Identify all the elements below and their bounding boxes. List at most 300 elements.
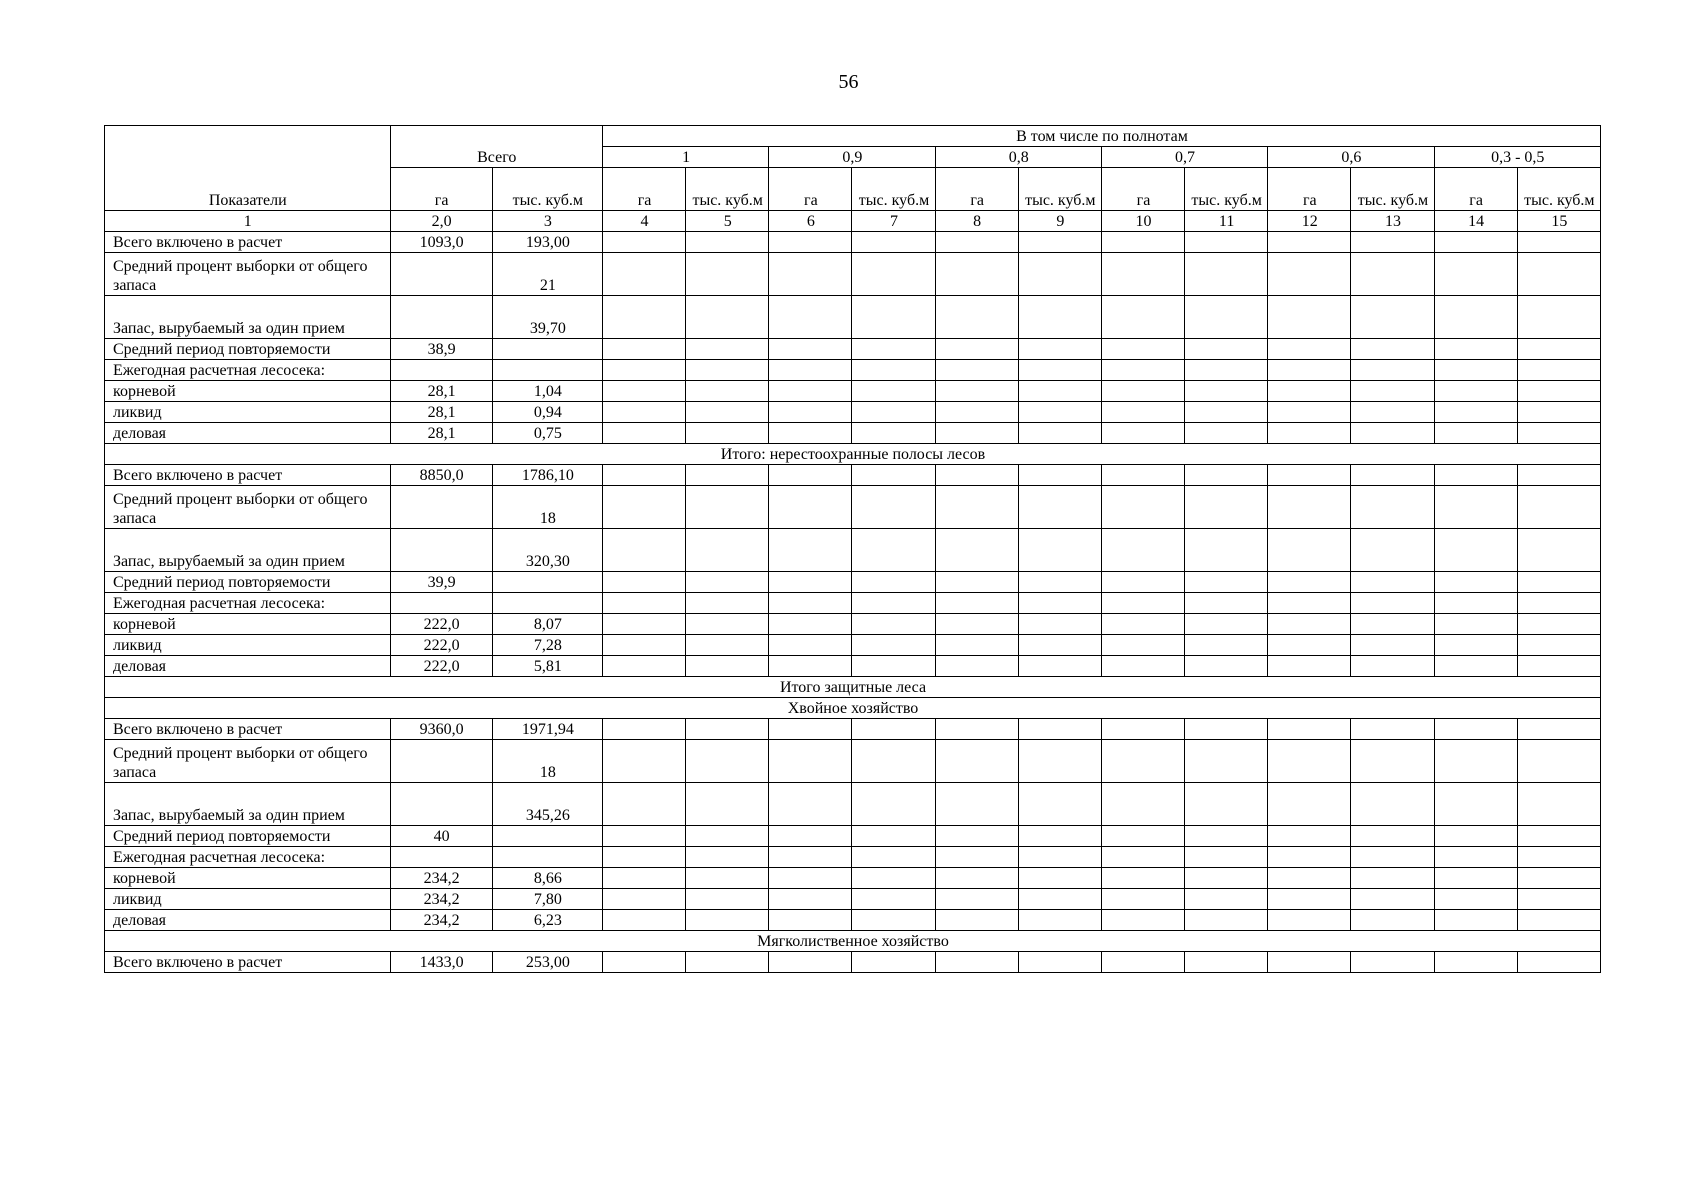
value-polnota-cell <box>686 910 769 931</box>
value-polnota-cell <box>1517 719 1600 740</box>
value-polnota-cell <box>1185 486 1268 529</box>
header-unit-vol: тыс. куб.м <box>1185 168 1268 211</box>
table-row <box>105 296 1601 339</box>
value-total-vol: 21 <box>492 253 602 296</box>
value-polnota-cell <box>1018 339 1101 360</box>
header-column-number: 5 <box>686 211 769 232</box>
value-polnota-cell <box>1517 381 1600 402</box>
header-polnota-class: 0,8 <box>935 147 1101 168</box>
value-polnota-cell <box>1268 889 1351 910</box>
value-polnota-cell <box>1018 740 1101 783</box>
value-polnota-cell <box>686 656 769 677</box>
row-label: корневой <box>105 868 391 889</box>
value-polnota-cell <box>1185 783 1268 826</box>
value-polnota-cell <box>1101 402 1184 423</box>
value-polnota-cell <box>1351 529 1434 572</box>
value-polnota-cell <box>852 719 935 740</box>
value-polnota-cell <box>1351 486 1434 529</box>
value-polnota-cell <box>769 402 852 423</box>
value-polnota-cell <box>686 232 769 253</box>
value-polnota-cell <box>1351 360 1434 381</box>
header-unit-ha: га <box>1101 168 1184 211</box>
value-polnota-cell <box>1268 402 1351 423</box>
value-polnota-cell <box>1434 847 1517 868</box>
value-total-ha: 28,1 <box>390 381 492 402</box>
value-polnota-cell <box>1101 783 1184 826</box>
value-polnota-cell <box>1351 465 1434 486</box>
row-label: Ежегодная расчетная лесосека: <box>105 593 391 614</box>
row-label: ликвид <box>105 635 391 656</box>
value-polnota-cell <box>686 889 769 910</box>
header-unit-vol: тыс. куб.м <box>852 168 935 211</box>
value-polnota-cell <box>1434 783 1517 826</box>
value-polnota-cell <box>1434 868 1517 889</box>
value-total-vol: 5,81 <box>492 656 602 677</box>
value-polnota-cell <box>1268 826 1351 847</box>
value-polnota-cell <box>1268 465 1351 486</box>
value-polnota-cell <box>1351 381 1434 402</box>
row-label: Всего включено в расчет <box>105 465 391 486</box>
row-label: Средний процент выборки от общего запаса <box>105 253 391 296</box>
section-title: Хвойное хозяйство <box>105 698 1601 719</box>
value-total-ha: 28,1 <box>390 402 492 423</box>
value-polnota-cell <box>1101 232 1184 253</box>
header-unit-vol: тыс. куб.м <box>492 168 602 211</box>
value-polnota-cell <box>1018 826 1101 847</box>
value-total-ha: 28,1 <box>390 423 492 444</box>
value-polnota-cell <box>769 910 852 931</box>
value-total-vol: 193,00 <box>492 232 602 253</box>
value-polnota-cell <box>1434 910 1517 931</box>
header-unit-ha: га <box>935 168 1018 211</box>
value-polnota-cell <box>1185 423 1268 444</box>
value-polnota-cell <box>935 635 1018 656</box>
value-polnota-cell <box>769 593 852 614</box>
value-polnota-cell <box>602 635 685 656</box>
section-row <box>105 698 1601 719</box>
table-row <box>105 868 1601 889</box>
value-polnota-cell <box>602 572 685 593</box>
value-polnota-cell <box>935 529 1018 572</box>
value-polnota-cell <box>769 783 852 826</box>
value-polnota-cell <box>769 889 852 910</box>
value-total-ha <box>390 529 492 572</box>
value-polnota-cell <box>1517 952 1600 973</box>
value-polnota-cell <box>769 656 852 677</box>
value-polnota-cell <box>1018 783 1101 826</box>
value-polnota-cell <box>1101 296 1184 339</box>
value-polnota-cell <box>602 656 685 677</box>
value-polnota-cell <box>1517 232 1600 253</box>
value-polnota-cell <box>1268 847 1351 868</box>
value-polnota-cell <box>1351 296 1434 339</box>
table-row <box>105 952 1601 973</box>
value-polnota-cell <box>935 656 1018 677</box>
header-unit-vol: тыс. куб.м <box>686 168 769 211</box>
value-total-vol <box>492 572 602 593</box>
value-polnota-cell <box>1517 868 1600 889</box>
value-polnota-cell <box>1185 868 1268 889</box>
value-total-vol: 8,07 <box>492 614 602 635</box>
value-polnota-cell <box>769 465 852 486</box>
value-polnota-cell <box>602 593 685 614</box>
value-polnota-cell <box>769 253 852 296</box>
value-polnota-cell <box>852 402 935 423</box>
value-polnota-cell <box>1185 889 1268 910</box>
value-polnota-cell <box>935 889 1018 910</box>
value-polnota-cell <box>769 381 852 402</box>
value-polnota-cell <box>686 465 769 486</box>
value-polnota-cell <box>852 889 935 910</box>
value-polnota-cell <box>602 465 685 486</box>
value-polnota-cell <box>686 529 769 572</box>
value-polnota-cell <box>1517 572 1600 593</box>
value-polnota-cell <box>686 719 769 740</box>
header-column-number: 10 <box>1101 211 1184 232</box>
value-polnota-cell <box>686 783 769 826</box>
value-polnota-cell <box>602 910 685 931</box>
value-total-ha <box>390 360 492 381</box>
value-polnota-cell <box>1185 253 1268 296</box>
value-total-ha: 234,2 <box>390 910 492 931</box>
value-polnota-cell <box>1434 529 1517 572</box>
value-polnota-cell <box>602 952 685 973</box>
value-polnota-cell <box>1434 339 1517 360</box>
value-total-ha <box>390 593 492 614</box>
value-polnota-cell <box>769 360 852 381</box>
value-polnota-cell <box>1101 572 1184 593</box>
value-total-vol: 0,75 <box>492 423 602 444</box>
table-row <box>105 740 1601 783</box>
value-polnota-cell <box>852 614 935 635</box>
value-polnota-cell <box>935 402 1018 423</box>
value-polnota-cell <box>935 847 1018 868</box>
value-polnota-cell <box>686 486 769 529</box>
header-column-number: 15 <box>1517 211 1600 232</box>
value-polnota-cell <box>602 783 685 826</box>
header-column-number: 13 <box>1351 211 1434 232</box>
table-row <box>105 381 1601 402</box>
value-polnota-cell <box>1351 593 1434 614</box>
table-row <box>105 423 1601 444</box>
value-polnota-cell <box>1517 486 1600 529</box>
value-polnota-cell <box>1185 381 1268 402</box>
value-total-vol: 39,70 <box>492 296 602 339</box>
value-polnota-cell <box>1434 232 1517 253</box>
value-polnota-cell <box>852 232 935 253</box>
value-polnota-cell <box>1185 339 1268 360</box>
value-polnota-cell <box>1101 465 1184 486</box>
value-total-vol: 8,66 <box>492 868 602 889</box>
forest-calculation-table <box>104 125 1601 973</box>
value-polnota-cell <box>1351 614 1434 635</box>
table-row <box>105 529 1601 572</box>
value-polnota-cell <box>1434 381 1517 402</box>
value-total-ha <box>390 740 492 783</box>
value-polnota-cell <box>1351 826 1434 847</box>
value-polnota-cell <box>1351 635 1434 656</box>
header-polnota-group: В том числе по полнотам <box>602 126 1600 147</box>
header-unit-vol: тыс. куб.м <box>1018 168 1101 211</box>
row-label: Запас, вырубаемый за один прием <box>105 296 391 339</box>
value-polnota-cell <box>1018 402 1101 423</box>
row-label: деловая <box>105 423 391 444</box>
value-polnota-cell <box>686 614 769 635</box>
value-polnota-cell <box>1434 423 1517 444</box>
value-total-vol: 1,04 <box>492 381 602 402</box>
section-title: Итого: нерестоохранные полосы лесов <box>105 444 1601 465</box>
value-polnota-cell <box>686 253 769 296</box>
value-polnota-cell <box>1268 614 1351 635</box>
value-polnota-cell <box>1185 529 1268 572</box>
header-column-number: 6 <box>769 211 852 232</box>
value-polnota-cell <box>1018 847 1101 868</box>
table-row <box>105 360 1601 381</box>
value-polnota-cell <box>1517 296 1600 339</box>
value-total-vol: 18 <box>492 740 602 783</box>
value-total-ha: 222,0 <box>390 614 492 635</box>
header-column-number: 12 <box>1268 211 1351 232</box>
table-row <box>105 635 1601 656</box>
value-polnota-cell <box>769 486 852 529</box>
value-polnota-cell <box>686 635 769 656</box>
value-polnota-cell <box>852 253 935 296</box>
value-polnota-cell <box>1185 910 1268 931</box>
value-polnota-cell <box>1185 614 1268 635</box>
row-label: деловая <box>105 910 391 931</box>
value-polnota-cell <box>1351 656 1434 677</box>
value-polnota-cell <box>1185 719 1268 740</box>
value-polnota-cell <box>935 360 1018 381</box>
header-unit-vol: тыс. куб.м <box>1351 168 1434 211</box>
value-polnota-cell <box>935 593 1018 614</box>
value-polnota-cell <box>1018 572 1101 593</box>
value-polnota-cell <box>1517 783 1600 826</box>
table-row <box>105 253 1601 296</box>
value-polnota-cell <box>1101 847 1184 868</box>
value-polnota-cell <box>769 952 852 973</box>
value-total-ha: 39,9 <box>390 572 492 593</box>
header-polnota-class: 0,7 <box>1101 147 1267 168</box>
value-polnota-cell <box>1351 402 1434 423</box>
value-total-ha <box>390 783 492 826</box>
value-polnota-cell <box>1185 847 1268 868</box>
value-polnota-cell <box>1434 296 1517 339</box>
value-polnota-cell <box>1517 465 1600 486</box>
value-polnota-cell <box>1018 635 1101 656</box>
value-total-ha <box>390 486 492 529</box>
row-label: Средний процент выборки от общего запаса <box>105 486 391 529</box>
header-polnota-class: 1 <box>602 147 768 168</box>
value-polnota-cell <box>602 740 685 783</box>
value-polnota-cell <box>1351 740 1434 783</box>
value-polnota-cell <box>852 952 935 973</box>
value-polnota-cell <box>1101 339 1184 360</box>
value-polnota-cell <box>935 740 1018 783</box>
value-polnota-cell <box>1434 572 1517 593</box>
value-polnota-cell <box>1018 423 1101 444</box>
row-label: Запас, вырубаемый за один прием <box>105 783 391 826</box>
value-polnota-cell <box>852 339 935 360</box>
value-polnota-cell <box>1434 952 1517 973</box>
value-polnota-cell <box>1351 868 1434 889</box>
value-polnota-cell <box>1517 656 1600 677</box>
value-polnota-cell <box>935 296 1018 339</box>
table-row <box>105 572 1601 593</box>
value-polnota-cell <box>1517 847 1600 868</box>
value-polnota-cell <box>935 572 1018 593</box>
value-polnota-cell <box>1517 889 1600 910</box>
value-total-vol: 345,26 <box>492 783 602 826</box>
value-polnota-cell <box>686 423 769 444</box>
table-row <box>105 847 1601 868</box>
value-polnota-cell <box>1185 656 1268 677</box>
value-polnota-cell <box>1185 360 1268 381</box>
value-polnota-cell <box>686 402 769 423</box>
value-polnota-cell <box>935 381 1018 402</box>
value-polnota-cell <box>1018 614 1101 635</box>
value-polnota-cell <box>1018 910 1101 931</box>
value-polnota-cell <box>686 296 769 339</box>
section-row <box>105 444 1601 465</box>
value-polnota-cell <box>1268 635 1351 656</box>
value-total-ha: 40 <box>390 826 492 847</box>
value-polnota-cell <box>1018 253 1101 296</box>
value-polnota-cell <box>769 868 852 889</box>
value-polnota-cell <box>1351 952 1434 973</box>
row-label: Средний период повторяемости <box>105 826 391 847</box>
header-column-number: 9 <box>1018 211 1101 232</box>
value-polnota-cell <box>1018 360 1101 381</box>
row-label: Всего включено в расчет <box>105 719 391 740</box>
value-polnota-cell <box>852 635 935 656</box>
value-polnota-cell <box>1517 826 1600 847</box>
value-total-vol <box>492 339 602 360</box>
value-polnota-cell <box>769 529 852 572</box>
value-total-vol <box>492 360 602 381</box>
value-polnota-cell <box>1434 486 1517 529</box>
value-polnota-cell <box>602 381 685 402</box>
table-row <box>105 465 1601 486</box>
value-polnota-cell <box>602 253 685 296</box>
value-polnota-cell <box>935 719 1018 740</box>
value-polnota-cell <box>1434 826 1517 847</box>
value-polnota-cell <box>1101 952 1184 973</box>
value-polnota-cell <box>1185 572 1268 593</box>
value-polnota-cell <box>1517 529 1600 572</box>
header-column-number: 2,0 <box>390 211 492 232</box>
table-row <box>105 486 1601 529</box>
value-polnota-cell <box>1434 889 1517 910</box>
value-total-ha: 9360,0 <box>390 719 492 740</box>
value-total-ha: 234,2 <box>390 868 492 889</box>
value-polnota-cell <box>1101 360 1184 381</box>
value-polnota-cell <box>1101 593 1184 614</box>
value-polnota-cell <box>1101 889 1184 910</box>
value-polnota-cell <box>1268 381 1351 402</box>
value-polnota-cell <box>1351 719 1434 740</box>
value-polnota-cell <box>1351 253 1434 296</box>
value-polnota-cell <box>769 826 852 847</box>
value-polnota-cell <box>852 529 935 572</box>
value-polnota-cell <box>1268 339 1351 360</box>
value-polnota-cell <box>1268 952 1351 973</box>
page-number: 56 <box>838 71 859 93</box>
value-polnota-cell <box>1018 529 1101 572</box>
section-title: Мягколиственное хозяйство <box>105 931 1601 952</box>
value-polnota-cell <box>1434 719 1517 740</box>
value-polnota-cell <box>1351 232 1434 253</box>
header-polnota-class: 0,9 <box>769 147 935 168</box>
value-polnota-cell <box>1268 868 1351 889</box>
value-polnota-cell <box>1434 360 1517 381</box>
row-label: деловая <box>105 656 391 677</box>
value-polnota-cell <box>1268 719 1351 740</box>
section-title: Итого защитные леса <box>105 677 1601 698</box>
value-polnota-cell <box>1268 232 1351 253</box>
value-polnota-cell <box>935 614 1018 635</box>
value-polnota-cell <box>1101 381 1184 402</box>
value-polnota-cell <box>1268 253 1351 296</box>
header-column-number: 11 <box>1185 211 1268 232</box>
value-polnota-cell <box>686 360 769 381</box>
value-polnota-cell <box>686 952 769 973</box>
value-polnota-cell <box>1185 593 1268 614</box>
value-total-ha: 8850,0 <box>390 465 492 486</box>
value-polnota-cell <box>1101 635 1184 656</box>
value-polnota-cell <box>852 465 935 486</box>
table-row <box>105 719 1601 740</box>
value-polnota-cell <box>852 740 935 783</box>
table-row <box>105 232 1601 253</box>
value-polnota-cell <box>935 783 1018 826</box>
table-row <box>105 339 1601 360</box>
value-polnota-cell <box>852 847 935 868</box>
header-indicators: Показатели <box>105 126 391 211</box>
value-polnota-cell <box>1434 740 1517 783</box>
value-polnota-cell <box>1018 465 1101 486</box>
value-polnota-cell <box>1101 719 1184 740</box>
section-row <box>105 931 1601 952</box>
row-label: Всего включено в расчет <box>105 952 391 973</box>
row-label: Средний период повторяемости <box>105 572 391 593</box>
header-column-number: 7 <box>852 211 935 232</box>
header-unit-ha: га <box>390 168 492 211</box>
value-polnota-cell <box>686 572 769 593</box>
value-polnota-cell <box>1018 719 1101 740</box>
value-polnota-cell <box>1517 402 1600 423</box>
value-polnota-cell <box>602 486 685 529</box>
value-polnota-cell <box>852 423 935 444</box>
value-polnota-cell <box>1018 952 1101 973</box>
value-polnota-cell <box>1101 529 1184 572</box>
value-polnota-cell <box>602 423 685 444</box>
header-unit-vol: тыс. куб.м <box>1517 168 1600 211</box>
value-polnota-cell <box>602 889 685 910</box>
value-polnota-cell <box>1101 486 1184 529</box>
value-polnota-cell <box>686 339 769 360</box>
value-polnota-cell <box>769 614 852 635</box>
value-polnota-cell <box>1517 740 1600 783</box>
value-polnota-cell <box>686 868 769 889</box>
value-polnota-cell <box>1268 296 1351 339</box>
value-polnota-cell <box>1517 253 1600 296</box>
value-polnota-cell <box>1351 423 1434 444</box>
value-polnota-cell <box>1351 783 1434 826</box>
value-polnota-cell <box>1268 783 1351 826</box>
value-polnota-cell <box>1018 889 1101 910</box>
value-polnota-cell <box>1185 296 1268 339</box>
